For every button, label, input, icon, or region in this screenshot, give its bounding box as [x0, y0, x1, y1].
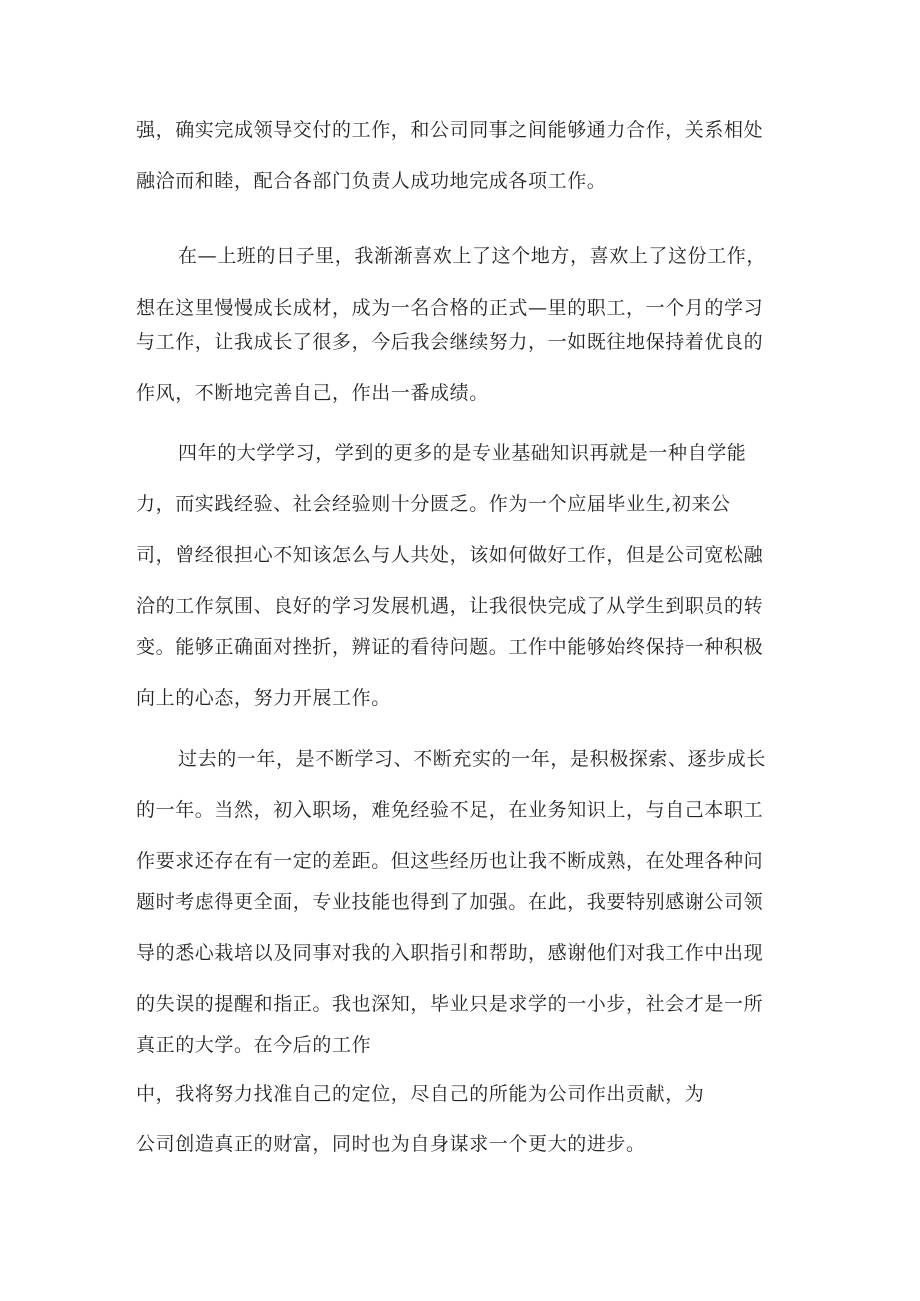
- text-line: 四年的大学学习，学到的更多的是专业基础知识再就是一种自学能: [178, 442, 747, 464]
- text-line: 司，曾经很担心不知该怎么与人共处，该如何做好工作，但是公司宽松融: [136, 544, 764, 566]
- text-line: 公司创造真正的财富，同时也为自身谋求一个更大的进步。: [136, 1133, 646, 1155]
- text-line: 的失误的提醒和指正。我也深知，毕业只是求学的一小步，社会才是一所: [136, 993, 764, 1015]
- text-line: 在—上班的日子里，我渐渐喜欢上了这个地方，喜欢上了这份工作，: [178, 245, 767, 267]
- text-line: 过去的一年，是不断学习、不断充实的一年，是积极探索、逐步成长: [178, 748, 767, 770]
- text-line: 的一年。当然，初入职场，难免经验不足，在业务知识上，与自己本职工: [136, 799, 764, 821]
- text-line: 题时考虑得更全面，专业技能也得到了加强。在此，我要特别感谢公司领: [136, 891, 764, 913]
- text-line: 力，而实践经验、社会经验则十分匮乏。作为一个应届毕业生,初来公: [136, 493, 731, 515]
- text-line: 洽的工作氛围、良好的学习发展机遇，让我很快完成了从学生到职员的转: [136, 595, 764, 617]
- text-line: 强，确实完成领导交付的工作，和公司同事之间能够通力合作，关系相处: [136, 119, 764, 141]
- text-line: 真正的大学。在今后的工作: [136, 1034, 372, 1056]
- text-line: 中，我将努力找准自己的定位，尽自己的所能为公司作出贡献，为: [136, 1083, 705, 1105]
- text-line: 融洽而和睦，配合各部门负责人成功地完成各项工作。: [136, 170, 607, 192]
- text-line: 想在这里慢慢成长成材，成为一名合格的正式—里的职工，一个月的学习: [136, 297, 764, 319]
- text-line: 作要求还存在有一定的差距。但这些经历也让我不断成熟，在处理各种问: [136, 850, 764, 872]
- text-line: 作风，不断地完善自己，作出一番成绩。: [136, 382, 489, 404]
- text-line: 与工作，让我成长了很多，今后我会继续努力，一如既往地保持着优良的: [136, 331, 764, 353]
- text-line: 变。能够正确面对挫折，辨证的看待问题。工作中能够始终保持一种积极: [136, 636, 764, 658]
- text-line: 向上的心态，努力开展工作。: [136, 687, 391, 709]
- text-line: 导的悉心栽培以及同事对我的入职指引和帮助，感谢他们对我工作中出现: [136, 942, 764, 964]
